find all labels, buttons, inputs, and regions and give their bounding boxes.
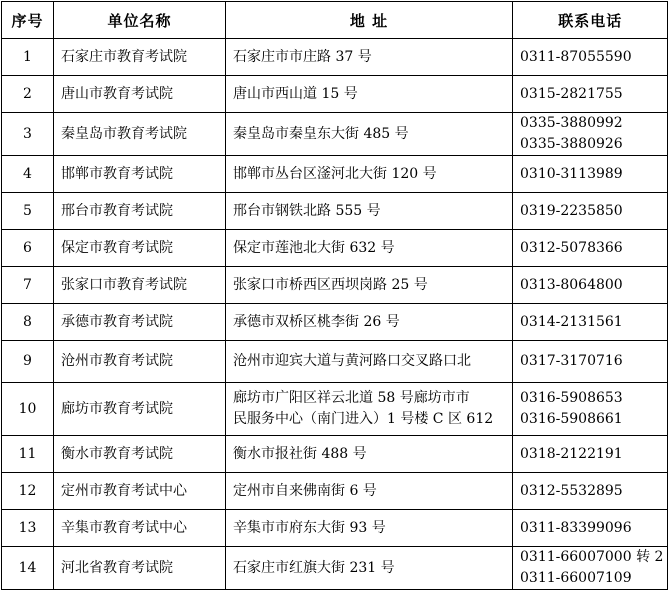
table-row xyxy=(2,230,668,267)
phone-number: 0317-3170716 xyxy=(520,353,623,369)
table-row xyxy=(2,436,668,473)
address-line: 民服务中心（南门进入）1 号楼 C 区 612 xyxy=(233,411,494,427)
unit-name: 衡水市教育考试院 xyxy=(54,436,226,473)
phone-cell xyxy=(513,230,668,267)
phone-number: 0311-87055590 xyxy=(520,48,632,65)
exam-institutes-table xyxy=(1,1,668,590)
address-cell xyxy=(226,193,513,230)
address-line: 秦皇岛市秦皇东大街 485 号 xyxy=(233,125,409,142)
phone-cell xyxy=(513,156,668,193)
address-cell xyxy=(226,76,513,113)
unit-name: 承德市教育考试院 xyxy=(54,304,226,341)
unit-name: 石家庄市教育考试院 xyxy=(54,39,226,76)
table-header-row xyxy=(2,2,668,39)
address-cell xyxy=(226,113,513,156)
phone-cell xyxy=(513,510,668,547)
table-row xyxy=(2,383,668,436)
phone-number: 0314-2131561 xyxy=(520,313,623,330)
address-cell xyxy=(226,230,513,267)
table-row xyxy=(2,267,668,304)
phone-cell xyxy=(513,436,668,473)
address-line: 廊坊市广阳区祥云北道 58 号廊坊市市 xyxy=(233,390,470,406)
phone-number: 0311-83399096 xyxy=(520,519,632,536)
address-line: 石家庄市市庄路 37 号 xyxy=(233,48,372,65)
header-unit-name: 单位名称 xyxy=(54,2,226,39)
table-row xyxy=(2,113,668,156)
row-index: 11 xyxy=(2,436,54,473)
address-line: 保定市莲池北大街 632 号 xyxy=(233,239,395,256)
unit-name: 秦皇岛市教育考试院 xyxy=(54,113,226,156)
phone-number: 0313-8064800 xyxy=(520,276,623,293)
address-line: 唐山市西山道 15 号 xyxy=(233,85,358,102)
table-row xyxy=(2,39,668,76)
address-cell xyxy=(226,473,513,510)
row-index: 1 xyxy=(2,39,54,76)
address-line: 辛集市市府东大街 93 号 xyxy=(233,519,386,536)
phone-number: 0311-66007000 转 2 xyxy=(520,549,664,565)
unit-name: 张家口市教育考试院 xyxy=(54,267,226,304)
phone-number: 0316-5908661 xyxy=(520,411,623,427)
table-body xyxy=(2,39,668,590)
address-cell xyxy=(226,436,513,473)
row-index: 10 xyxy=(2,383,54,436)
phone-number: 0310-3113989 xyxy=(520,165,623,182)
phone-cell xyxy=(513,341,668,383)
phone-cell xyxy=(513,113,668,156)
unit-name: 保定市教育考试院 xyxy=(54,230,226,267)
address-cell xyxy=(226,156,513,193)
row-index: 7 xyxy=(2,267,54,304)
address-line: 衡水市报社街 488 号 xyxy=(233,445,367,462)
phone-number: 0311-66007109 xyxy=(520,570,632,586)
row-index: 13 xyxy=(2,510,54,547)
unit-name: 廊坊市教育考试院 xyxy=(54,383,226,436)
address-line: 邯郸市丛台区滏河北大街 120 号 xyxy=(233,165,437,182)
phone-cell xyxy=(513,473,668,510)
phone-number: 0312-5078366 xyxy=(520,239,623,256)
unit-name: 邢台市教育考试院 xyxy=(54,193,226,230)
phone-cell xyxy=(513,76,668,113)
phone-cell xyxy=(513,383,668,436)
phone-cell xyxy=(513,304,668,341)
phone-number: 0319-2235850 xyxy=(520,202,623,219)
row-index: 8 xyxy=(2,304,54,341)
row-index: 14 xyxy=(2,547,54,590)
address-cell xyxy=(226,547,513,590)
header-index: 序号 xyxy=(2,2,54,39)
address-cell xyxy=(226,510,513,547)
table-row xyxy=(2,193,668,230)
table-row xyxy=(2,473,668,510)
address-line: 邢台市钢铁北路 555 号 xyxy=(233,202,381,219)
address-line: 承德市双桥区桃李街 26 号 xyxy=(233,313,400,330)
unit-name: 邯郸市教育考试院 xyxy=(54,156,226,193)
phone-cell xyxy=(513,39,668,76)
address-cell xyxy=(226,383,513,436)
row-index: 5 xyxy=(2,193,54,230)
row-index: 3 xyxy=(2,113,54,156)
unit-name: 辛集市教育考试中心 xyxy=(54,510,226,547)
row-index: 9 xyxy=(2,341,54,383)
header-phone: 联系电话 xyxy=(513,2,668,39)
address-cell xyxy=(226,267,513,304)
row-index: 6 xyxy=(2,230,54,267)
phone-number: 0312-5532895 xyxy=(520,482,623,499)
phone-cell xyxy=(513,193,668,230)
table-row xyxy=(2,304,668,341)
table-row xyxy=(2,341,668,383)
table-row xyxy=(2,547,668,590)
row-index: 2 xyxy=(2,76,54,113)
unit-name: 定州市教育考试中心 xyxy=(54,473,226,510)
unit-name: 唐山市教育考试院 xyxy=(54,76,226,113)
address-line: 定州市自来佛南街 6 号 xyxy=(233,482,377,499)
header-address: 地 址 xyxy=(226,2,513,39)
phone-number: 0315-2821755 xyxy=(520,85,623,102)
phone-number: 0316-5908653 xyxy=(520,390,623,406)
table-row xyxy=(2,156,668,193)
address-cell xyxy=(226,39,513,76)
phone-cell xyxy=(513,267,668,304)
row-index: 4 xyxy=(2,156,54,193)
address-line: 沧州市迎宾大道与黄河路口交叉路口北 xyxy=(233,353,471,369)
address-cell xyxy=(226,341,513,383)
phone-number: 0335-3880926 xyxy=(520,136,623,152)
table-row xyxy=(2,76,668,113)
address-line: 石家庄市红旗大街 231 号 xyxy=(233,559,395,576)
address-cell xyxy=(226,304,513,341)
row-index: 12 xyxy=(2,473,54,510)
address-line: 张家口市桥西区西坝岗路 25 号 xyxy=(233,276,428,293)
phone-number: 0318-2122191 xyxy=(520,445,623,462)
phone-cell xyxy=(513,547,668,590)
unit-name: 河北省教育考试院 xyxy=(54,547,226,590)
unit-name: 沧州市教育考试院 xyxy=(54,341,226,383)
phone-number: 0335-3880992 xyxy=(520,115,623,131)
table-row xyxy=(2,510,668,547)
